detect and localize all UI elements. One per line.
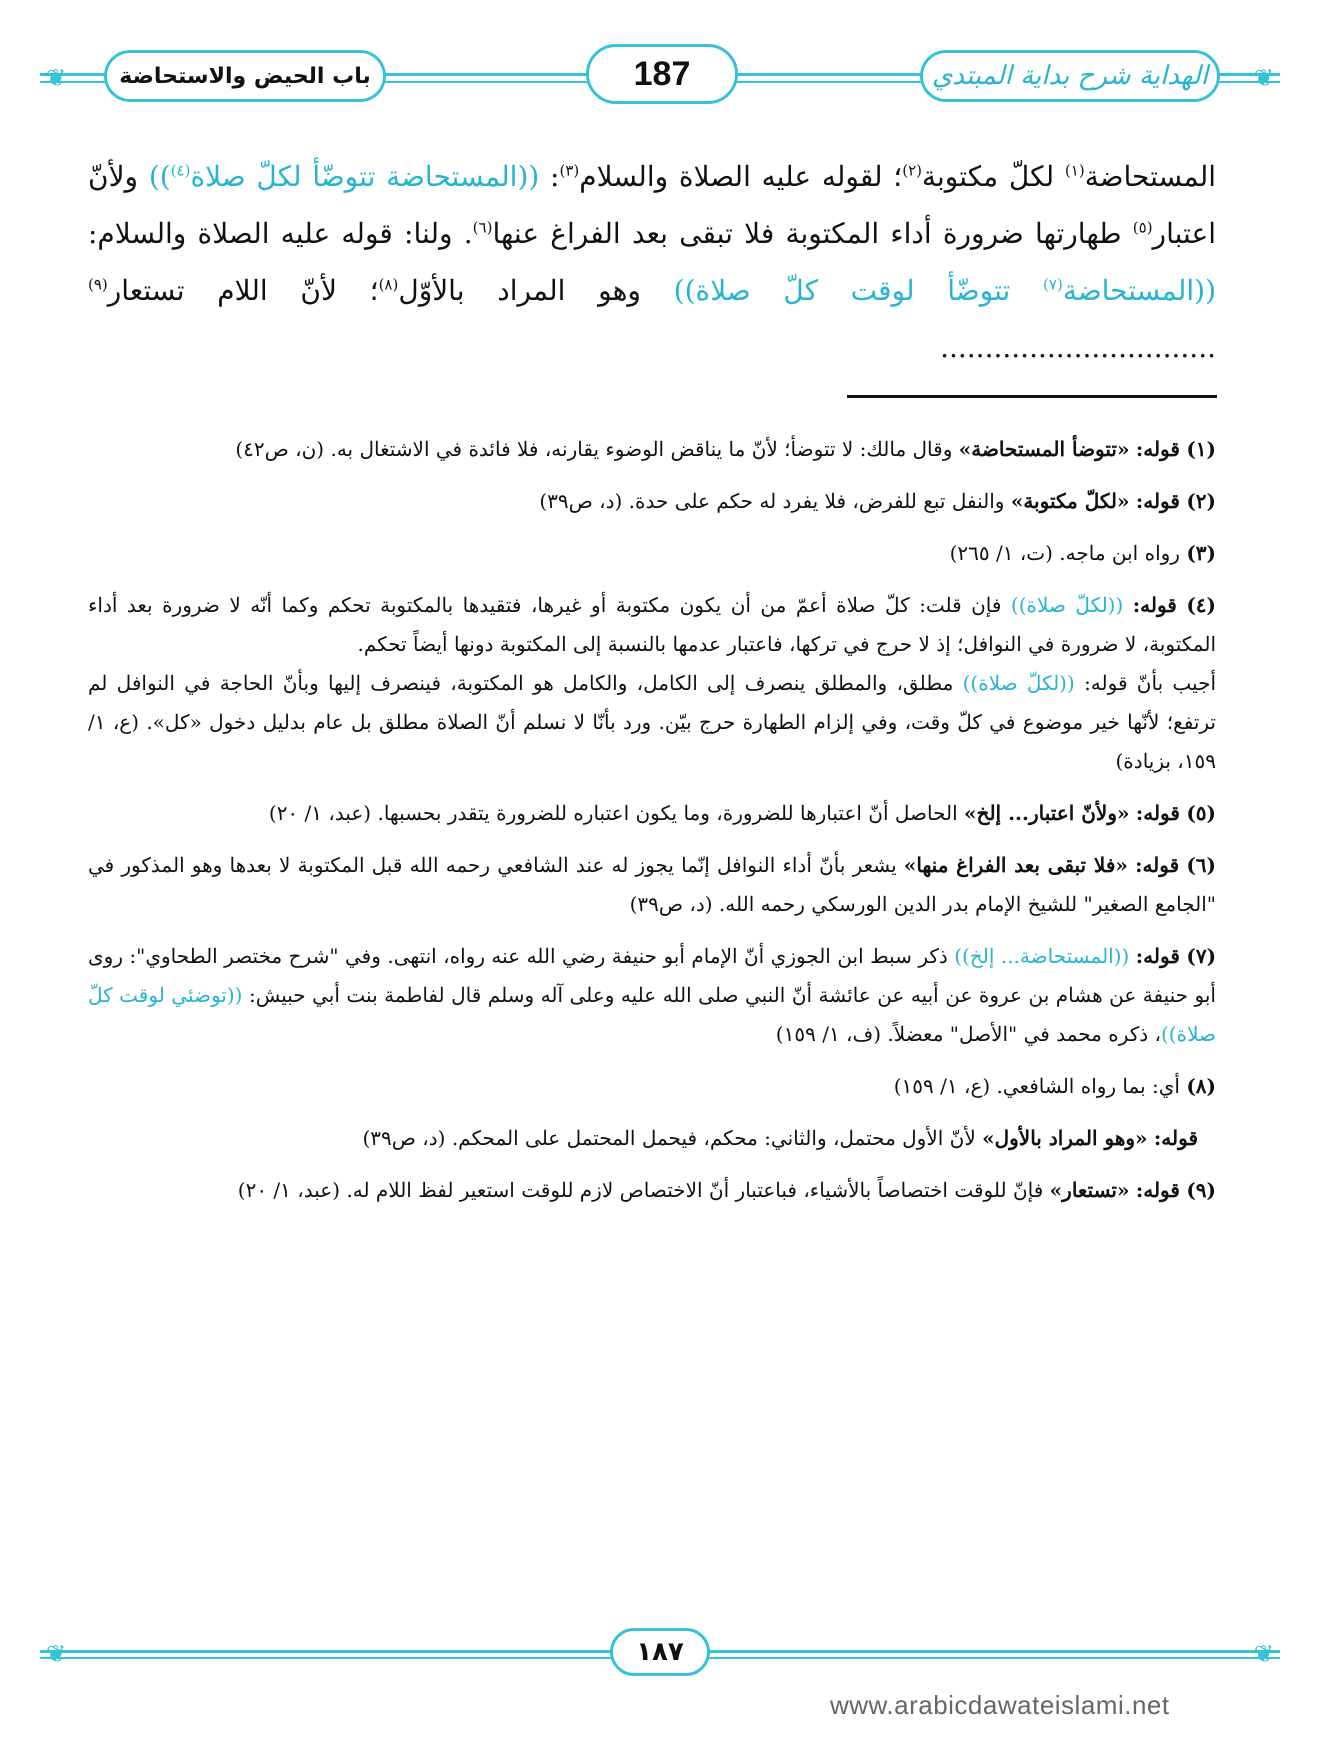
main-text	[88, 148, 1216, 376]
footnote-head: قوله:	[1135, 944, 1180, 968]
ornament-icon: ❦	[46, 64, 67, 92]
footnote-ref[interactable]: (٦)	[472, 218, 493, 237]
ornament-icon: ❦	[1253, 1640, 1274, 1668]
footnote-head: قوله:	[1153, 1126, 1198, 1150]
footnote-head: قوله:	[1135, 853, 1180, 877]
text-run: . ولنا: قوله عليه الصلاة والسلام:	[88, 217, 473, 250]
text-run: لكلّ مكتوبة	[921, 160, 1065, 193]
footnote-7	[88, 937, 1216, 1054]
footnote-1	[88, 430, 1216, 469]
footnote-text: وقال مالك: لا تتوضأ؛ لأنّ ما يناقض الوضوء يقارنه، فلا فائدة في الاشتغال به. (ن، ص٤٢)	[235, 437, 959, 461]
footnote-5	[88, 794, 1216, 833]
footnote-text: أجيب بأنّ قوله:	[1074, 671, 1216, 695]
text-run: :	[539, 160, 560, 193]
footnote-head: قوله:	[1135, 801, 1180, 825]
footnote-quote: «فلا تبقى بعد الفراغ منها»	[903, 853, 1128, 877]
footnote-ref[interactable]: (٣)	[559, 161, 580, 180]
footnote-quote: ((توضئي لوقت كلّ صلاة))	[88, 983, 1216, 1046]
footnote-label: (٥)	[1186, 801, 1216, 825]
footnote-ref[interactable]: (٧)	[1043, 275, 1063, 294]
footnote-head: قوله:	[1132, 593, 1177, 617]
footnote-label: (٣)	[1186, 541, 1216, 565]
text-run: وهو المراد بالأوّل	[398, 274, 674, 307]
chapter-title: باب الحيض والاستحاضة	[104, 50, 386, 102]
page-number: 187	[586, 44, 738, 104]
footnote-text: يشعر بأنّ أداء النوافل إنّما يجوز له عند الشافعي رحمه الله قبل المكتوبة لا بعدها وهو المذكور في "الجامع الصغير" للشيخ الإمام بدر الدين الورسكي رحمه الله. (د، ص٣٩)	[88, 853, 1216, 916]
footnote-9	[88, 1171, 1216, 1210]
footnote-6	[88, 846, 1216, 924]
footnote-8	[88, 1067, 1216, 1106]
ornament-icon: ❦	[46, 1640, 67, 1668]
footnote-label: (٨)	[1186, 1074, 1216, 1098]
footnote-text: فإنّ للوقت اختصاصاً بالأشياء، فباعتبار أنّ الاختصاص لازم للوقت استعير لفظ اللام له. (عبد، ١/ ٢٠)	[237, 1178, 1050, 1202]
footnote-ref[interactable]: (٨)	[378, 275, 399, 294]
footnote-8-continued	[88, 1119, 1216, 1158]
footnote-text: لأنّ الأول محتمل، والثاني: محكم، فيحمل المحتمل على المحكم. (د، ص٣٩)	[362, 1126, 983, 1150]
footnotes	[88, 430, 1216, 1223]
footnote-ref[interactable]: (٢)	[902, 161, 922, 180]
book-title: الهداية شرح بداية المبتدي	[920, 50, 1220, 102]
footnote-ref[interactable]: (٥)	[1132, 218, 1153, 237]
text-run: ؛ لأنّ اللام تستعار	[107, 274, 379, 307]
footnote-4	[88, 586, 1216, 781]
footnote-quote: ((لكلّ صلاة))	[1010, 593, 1124, 617]
footnote-label: (٢)	[1186, 489, 1216, 513]
ornament-icon: ❦	[1253, 64, 1274, 92]
footnote-3	[88, 534, 1216, 573]
footnote-text: مطلق، والمطلق ينصرف إلى الكامل، والكامل هو المكتوبة، فينصرف إليها وبأنّ الحاجة في النوافل لم ترتفع؛ لأنّها خير موضوع في كلّ وقت، وفي إلزام الطهارة حرج بيّن. ورد بأنّا لا نسلم أنّ الصلاة مطلق بل عام بدليل دخول «كل». (ع، ١/ ١٥٩، بزيادة)	[88, 671, 1216, 773]
footnote-label: (٦)	[1186, 853, 1217, 877]
quote-text: ((المستحاضة	[1062, 274, 1216, 307]
text-run: ولأنّ اعتبار	[88, 160, 1216, 250]
footnote-quote: «تستعار»	[1049, 1178, 1130, 1202]
footnote-separator	[847, 395, 1217, 398]
footnote-2	[88, 482, 1216, 521]
hadith-quote	[674, 274, 1216, 307]
footnote-label: (٤)	[1186, 593, 1216, 617]
page-footer	[40, 1620, 1280, 1680]
footnote-text: أي: بما رواه الشافعي. (ع، ١/ ١٥٩)	[893, 1074, 1180, 1098]
footnote-head: قوله:	[1135, 1178, 1180, 1202]
text-run: ؛ لقوله عليه الصلاة والسلام	[579, 160, 903, 193]
footnote-quote: ((لكلّ صلاة))	[962, 671, 1075, 695]
footnote-head: قوله:	[1135, 489, 1180, 513]
hadith-quote	[149, 160, 539, 193]
text-run: المستحاضة	[1084, 160, 1217, 193]
quote-text: تتوضّأ لوقت كلّ صلاة))	[673, 274, 1044, 307]
website-link[interactable]: www.arabicdawateislami.net	[830, 1690, 1170, 1720]
footnote-quote: «وهو المراد بالأول»	[982, 1126, 1148, 1150]
text-run: ...............................	[940, 331, 1216, 364]
footer-page-number: ١٨٧	[610, 1628, 710, 1676]
footnote-quote: «لكلّ مكتوبة»	[1010, 489, 1130, 513]
footnote-ref[interactable]: (٤)	[170, 161, 191, 180]
footnote-text: فإن قلت: كلّ صلاة أعمّ من أن يكون مكتوبة أو غيرها، فتقيدها بالمكتوبة تحكم وكما أنّه لا ضرورة بعد أداء المكتوبة، لا ضرورة في النوافل؛ إذ لا حرج في تركها، فاعتبار عدمها بالنسبة إلى المكتوبة دونها أيضاً تحكم.	[88, 593, 1216, 656]
footnote-text: ، ذكره محمد في "الأصل" معضلاً. (ف، ١/ ١٥٩)	[775, 1022, 1161, 1046]
page-header	[40, 40, 1280, 116]
quote-text: ((المستحاضة تتوضّأ لكلّ صلاة	[190, 160, 540, 193]
footnote-text: الحاصل أنّ اعتبارها للضرورة، وما يكون اعتباره للضرورة يتقدر بحسبها. (عبد، ١/ ٢٠)	[268, 801, 965, 825]
footnote-label: (٩)	[1186, 1178, 1216, 1202]
footnote-text: ذكر سبط ابن الجوزي أنّ الإمام أبو حنيفة رضي الله عنه رواه، انتهى. وفي "شرح مختصر الطحاوي": روى أبو حنيفة عن هشام بن عروة عن أبيه عن عائشة أنّ النبي صلى الله عليه وعلى آله وسلم قال لفاطمة بنت أبي حبيش:	[88, 944, 1216, 1007]
footnote-text: والنفل تبع للفرض، فلا يفرد له حكم على حدة. (د، ص٣٩)	[539, 489, 1011, 513]
text-run: طهارتها ضرورة أداء المكتوبة فلا تبقى بعد الفراغ عنها	[492, 217, 1133, 250]
footnote-head: قوله:	[1135, 437, 1180, 461]
footnote-text: رواه ابن ماجه. (ت، ١/ ٢٦٥)	[949, 541, 1180, 565]
footnote-quote: ((المستحاضة... إلخ))	[954, 944, 1130, 968]
footnote-label: (١)	[1186, 437, 1216, 461]
footnote-ref[interactable]: (٩)	[88, 275, 108, 294]
footnote-ref[interactable]: (١)	[1064, 161, 1085, 180]
footnote-quote: «ولأنّ اعتبار... إلخ»	[964, 801, 1130, 825]
footnote-quote: «تتوضأ المستحاضة»	[958, 437, 1130, 461]
quote-text: ))	[148, 160, 171, 193]
footnote-label: (٧)	[1186, 944, 1217, 968]
